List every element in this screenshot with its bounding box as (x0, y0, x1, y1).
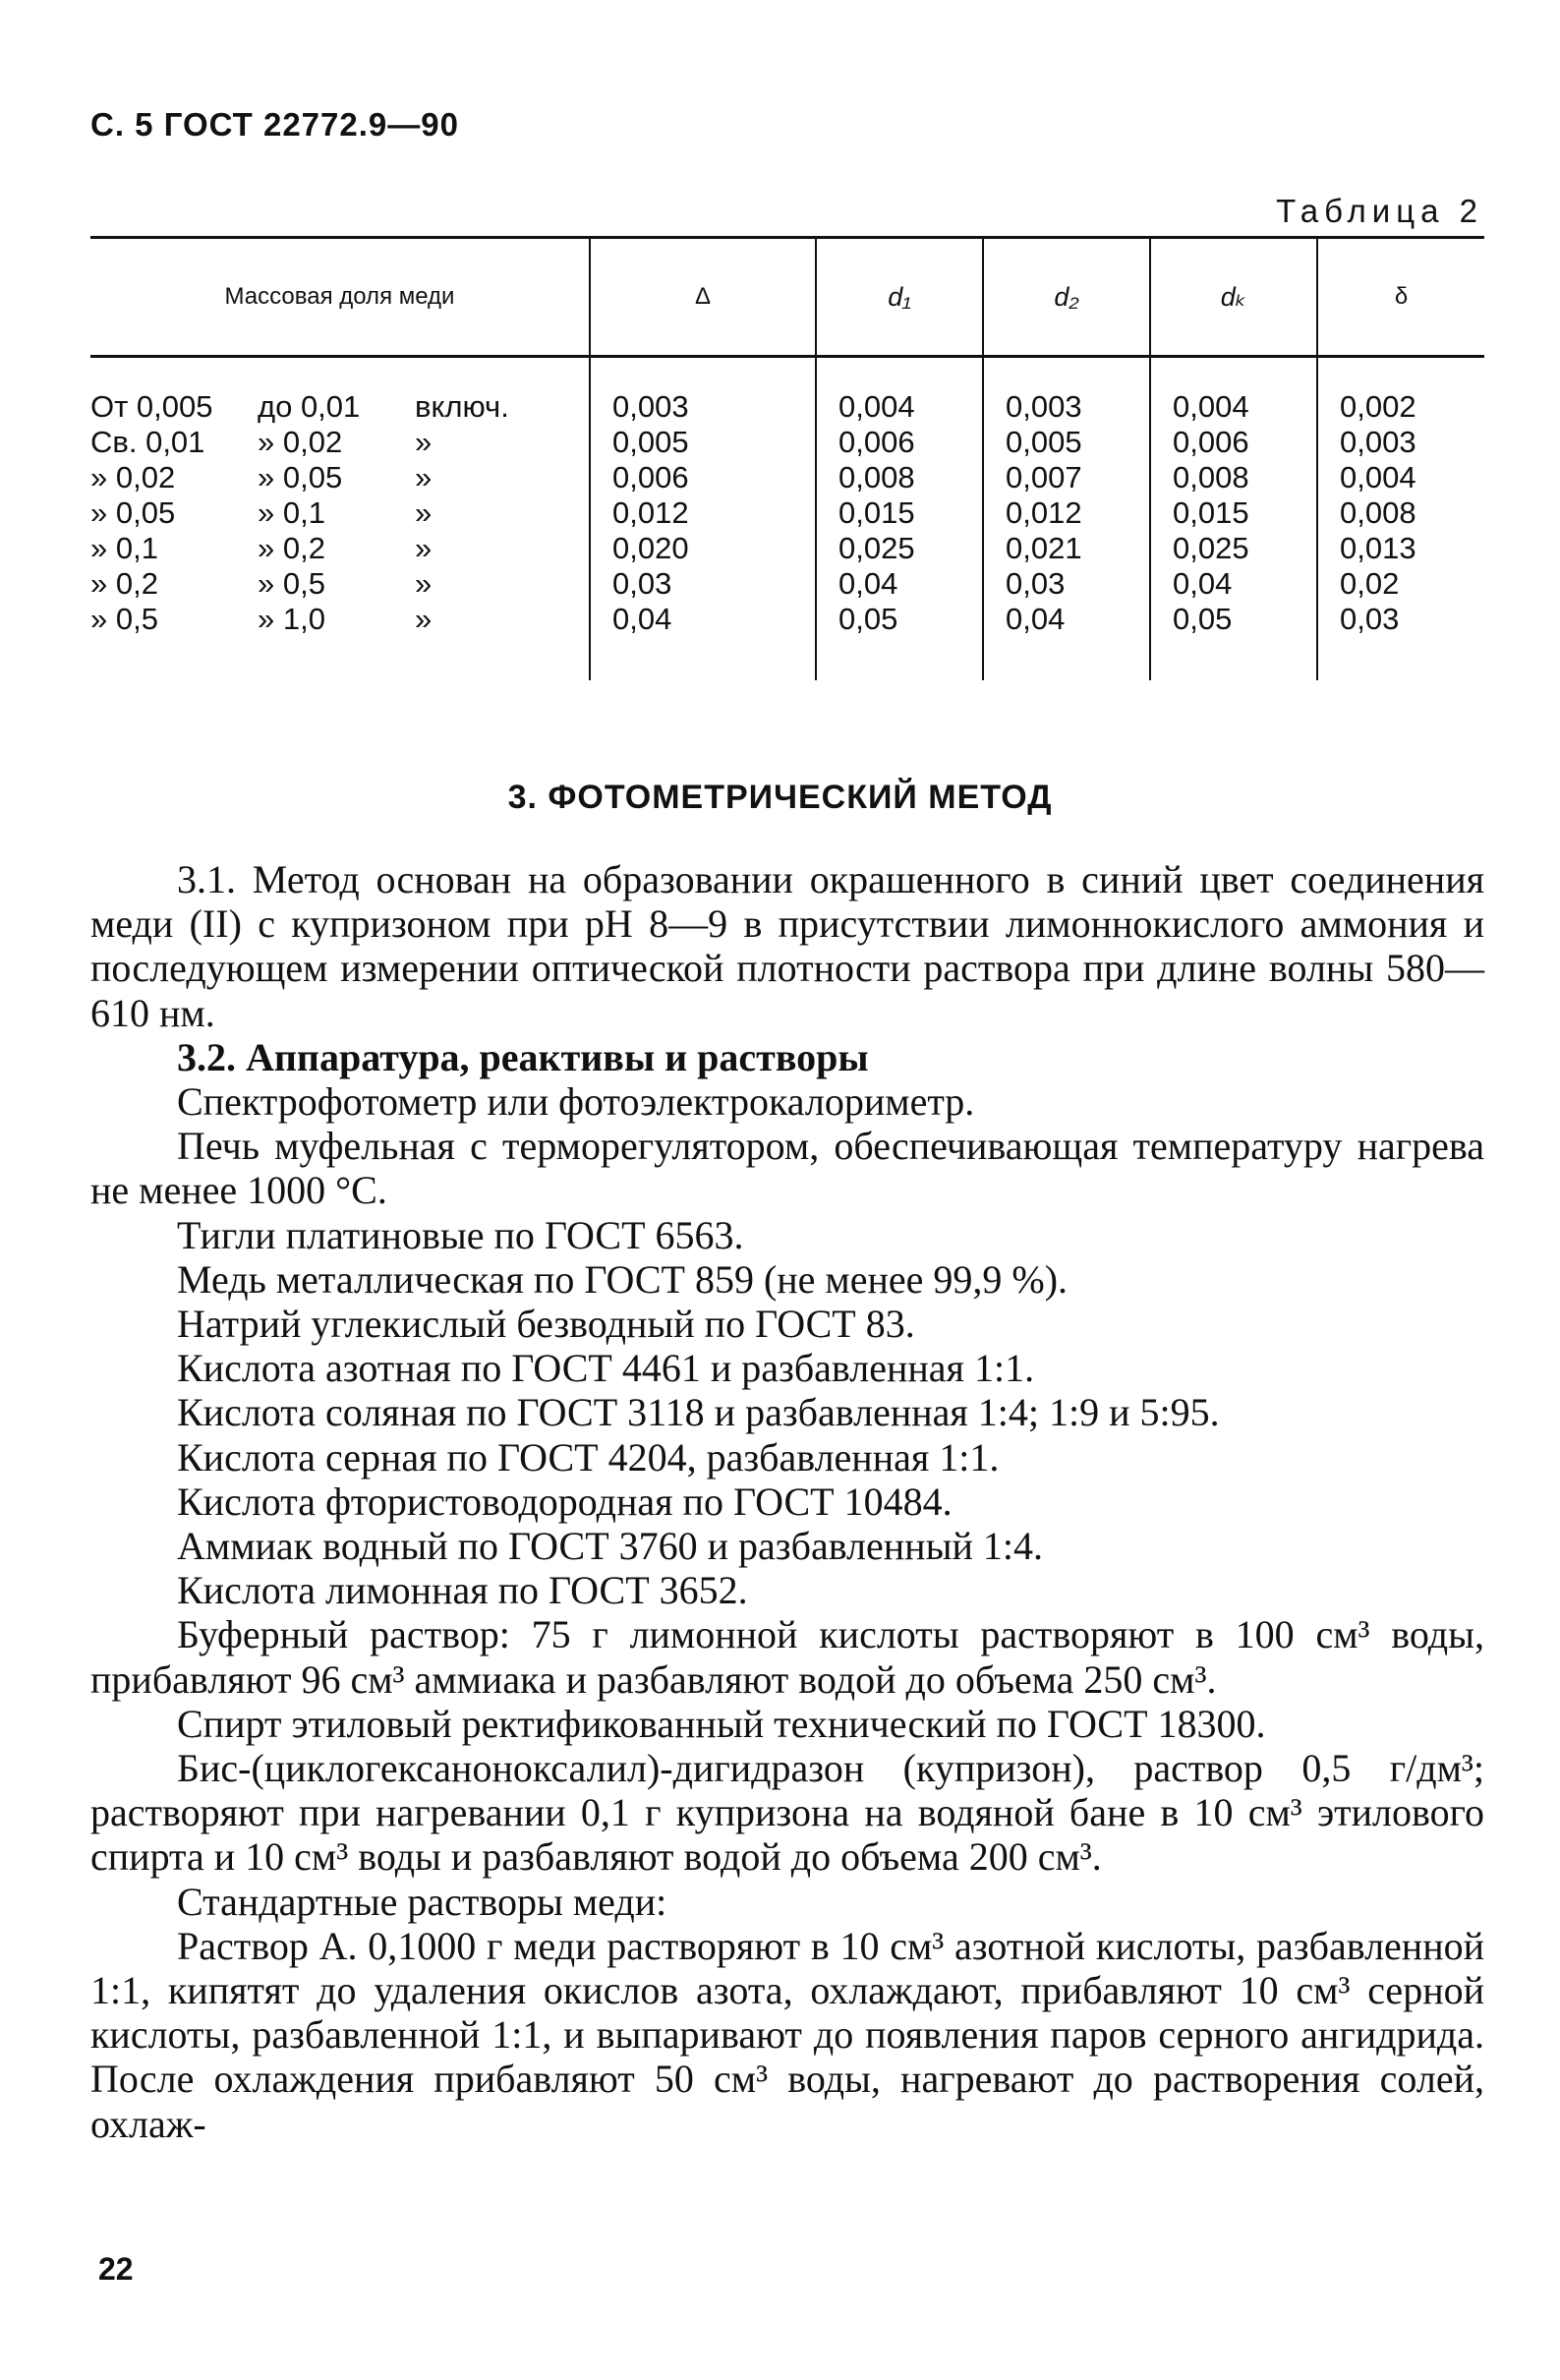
table-cell: 0,006 (1150, 425, 1317, 460)
table-cell: 0,012 (983, 495, 1150, 531)
paragraph: Буферный раствор: 75 г лимонной кислоты растворяют в 100 см³ воды, прибавляют 96 см³ аммиака и разбавляют водой до объема 250 см³. (90, 1612, 1484, 1702)
table-cell: 0,007 (983, 460, 1150, 495)
table-cell: 0,004 (1317, 460, 1484, 495)
table-row (90, 602, 1484, 680)
table-cell: 0,004 (1150, 357, 1317, 426)
section-title: 3. ФОТОМЕТРИЧЕСКИЙ МЕТОД (507, 779, 1053, 816)
table-cell: 0,013 (1317, 531, 1484, 566)
table-cell: 0,003 (983, 357, 1150, 426)
table-cell: 0,015 (816, 495, 983, 531)
column-header-d1: d₁ (816, 238, 983, 357)
range-segment: » 0,02 (90, 460, 176, 494)
table-header-row (90, 238, 1484, 357)
table-cell: 0,020 (590, 531, 816, 566)
table-cell: 0,03 (1317, 602, 1484, 680)
paragraph: Тигли платиновые по ГОСТ 6563. (177, 1212, 744, 1257)
paragraph: Аммиак водный по ГОСТ 3760 и разбавленный 1:4. (177, 1524, 1043, 1569)
table-cell: 0,008 (1150, 460, 1317, 495)
mass-fraction-range-cell (90, 566, 590, 602)
paragraph: Кислота лимонная по ГОСТ 3652. (177, 1568, 748, 1613)
range-segment: » (415, 531, 433, 565)
table-container (90, 236, 1484, 680)
column-header-delta: Δ (590, 238, 816, 357)
range-segment: » 0,5 (90, 602, 158, 636)
range-segment: » 0,1 (258, 495, 325, 530)
range-segment: до 0,01 (258, 389, 361, 424)
column-header-mass-fraction: Массовая доля меди (90, 238, 590, 357)
range-segment: » 0,2 (258, 531, 325, 565)
table-cell: 0,006 (590, 460, 816, 495)
table-caption: Таблица 2 (1276, 193, 1483, 229)
range-segment: » 1,0 (258, 602, 325, 636)
range-segment: » (415, 602, 433, 636)
table-cell: 0,004 (816, 357, 983, 426)
table-cell: 0,012 (590, 495, 816, 531)
paragraph: Кислота серная по ГОСТ 4204, разбавленная 1:1. (177, 1434, 1000, 1480)
page-header: С. 5 ГОСТ 22772.9—90 (90, 106, 459, 143)
range-segment: Св. 0,01 (90, 425, 205, 459)
table-cell: 0,03 (590, 566, 816, 602)
table-cell: 0,015 (1150, 495, 1317, 531)
table-cell: 0,006 (816, 425, 983, 460)
table-cell: 0,04 (590, 602, 816, 680)
column-header-dk: dₖ (1150, 238, 1317, 357)
table-cell: 0,05 (1150, 602, 1317, 680)
mass-fraction-range-cell (90, 460, 590, 495)
table-cell: 0,03 (983, 566, 1150, 602)
page-number: 22 (98, 2251, 134, 2287)
range-segment: » (415, 460, 433, 494)
subsection-heading: 3.2. Аппаратура, реактивы и растворы (177, 1034, 869, 1079)
table-cell: 0,04 (1150, 566, 1317, 602)
range-segment: » 0,05 (90, 495, 176, 530)
column-header-d2: d₂ (983, 238, 1150, 357)
table-cell: 0,005 (983, 425, 1150, 460)
table-cell: 0,008 (1317, 495, 1484, 531)
section-body (90, 857, 1484, 2146)
range-segment: » 0,5 (258, 566, 325, 601)
paragraph: Кислота азотная по ГОСТ 4461 и разбавленная 1:1. (177, 1346, 1035, 1391)
table-cell: 0,005 (590, 425, 816, 460)
paragraph: 3.1. Метод основан на образовании окрашенного в синий цвет соединения меди (II) с купризоном при pH 8—9 в присутствии лимоннокислого аммония и последующем измерении оптической плотности раствора при длине волны 580—610 нм. (90, 857, 1484, 1035)
table-cell: 0,04 (816, 566, 983, 602)
range-segment: » (415, 495, 433, 530)
paragraph: Печь муфельная с терморегулятором, обеспечивающая температуру нагрева не менее 1000 °С. (90, 1124, 1484, 1213)
range-segment: От 0,005 (90, 389, 213, 424)
paragraph: Медь металлическая по ГОСТ 859 (не менее 99,9 %). (177, 1256, 1069, 1302)
paragraph: Спирт этиловый ректификованный технический по ГОСТ 18300. (177, 1701, 1266, 1746)
table-row (90, 460, 1484, 495)
table-cell: 0,003 (1317, 425, 1484, 460)
range-segment: » 0,2 (90, 566, 158, 601)
table-row (90, 425, 1484, 460)
column-header-small-delta: δ (1317, 238, 1484, 357)
paragraph: Спектрофотометр или фотоэлектрокалориметр. (177, 1079, 975, 1125)
table-cell: 0,04 (983, 602, 1150, 680)
mass-fraction-range-cell (90, 357, 590, 426)
copper-tolerance-table (90, 236, 1484, 680)
table-cell: 0,025 (1150, 531, 1317, 566)
table-cell: 0,025 (816, 531, 983, 566)
paragraph: Кислота фтористоводородная по ГОСТ 10484. (177, 1479, 953, 1524)
paragraph: Кислота соляная по ГОСТ 3118 и разбавленная 1:4; 1:9 и 5:95. (177, 1390, 1220, 1435)
range-segment: » (415, 566, 433, 601)
table-cell: 0,05 (816, 602, 983, 680)
range-segment: » 0,05 (258, 460, 343, 494)
range-segment: » (415, 425, 433, 459)
table-row (90, 357, 1484, 426)
paragraph: Раствор А. 0,1000 г меди растворяют в 10 см³ азотной кислоты, разбавленной 1:1, кипятят до удаления окислов азота, охлаждают, прибавляют 10 см³ серной кислоты, разбавленной 1:1, и выпаривают до появления паров серного ангидрида. После охлаждения прибавляют 50 см³ воды, нагревают до растворения солей, охлаж- (90, 1923, 1484, 2146)
table-cell: 0,002 (1317, 357, 1484, 426)
mass-fraction-range-cell (90, 531, 590, 566)
table-row (90, 566, 1484, 602)
range-segment: » 0,1 (90, 531, 158, 565)
table-cell: 0,021 (983, 531, 1150, 566)
paragraph: Бис-(циклогексаноноксалил)-дигидразон (купризон), раствор 0,5 г/дм³; растворяют при нагревании 0,1 г купризона на водяной бане в 10 см³ этилового спирта и 10 см³ воды и разбавляют водой до объема 200 см³. (90, 1746, 1484, 1880)
paragraph: Натрий углекислый безводный по ГОСТ 83. (177, 1302, 915, 1347)
table-row (90, 531, 1484, 566)
range-segment: включ. (415, 389, 509, 424)
mass-fraction-range-cell (90, 495, 590, 531)
table-cell: 0,003 (590, 357, 816, 426)
table-row (90, 495, 1484, 531)
paragraph: Стандартные растворы меди: (177, 1879, 667, 1924)
table-cell: 0,008 (816, 460, 983, 495)
mass-fraction-range-cell (90, 602, 590, 680)
range-segment: » 0,02 (258, 425, 343, 459)
table-cell: 0,02 (1317, 566, 1484, 602)
table-body (90, 357, 1484, 681)
mass-fraction-range-cell (90, 425, 590, 460)
